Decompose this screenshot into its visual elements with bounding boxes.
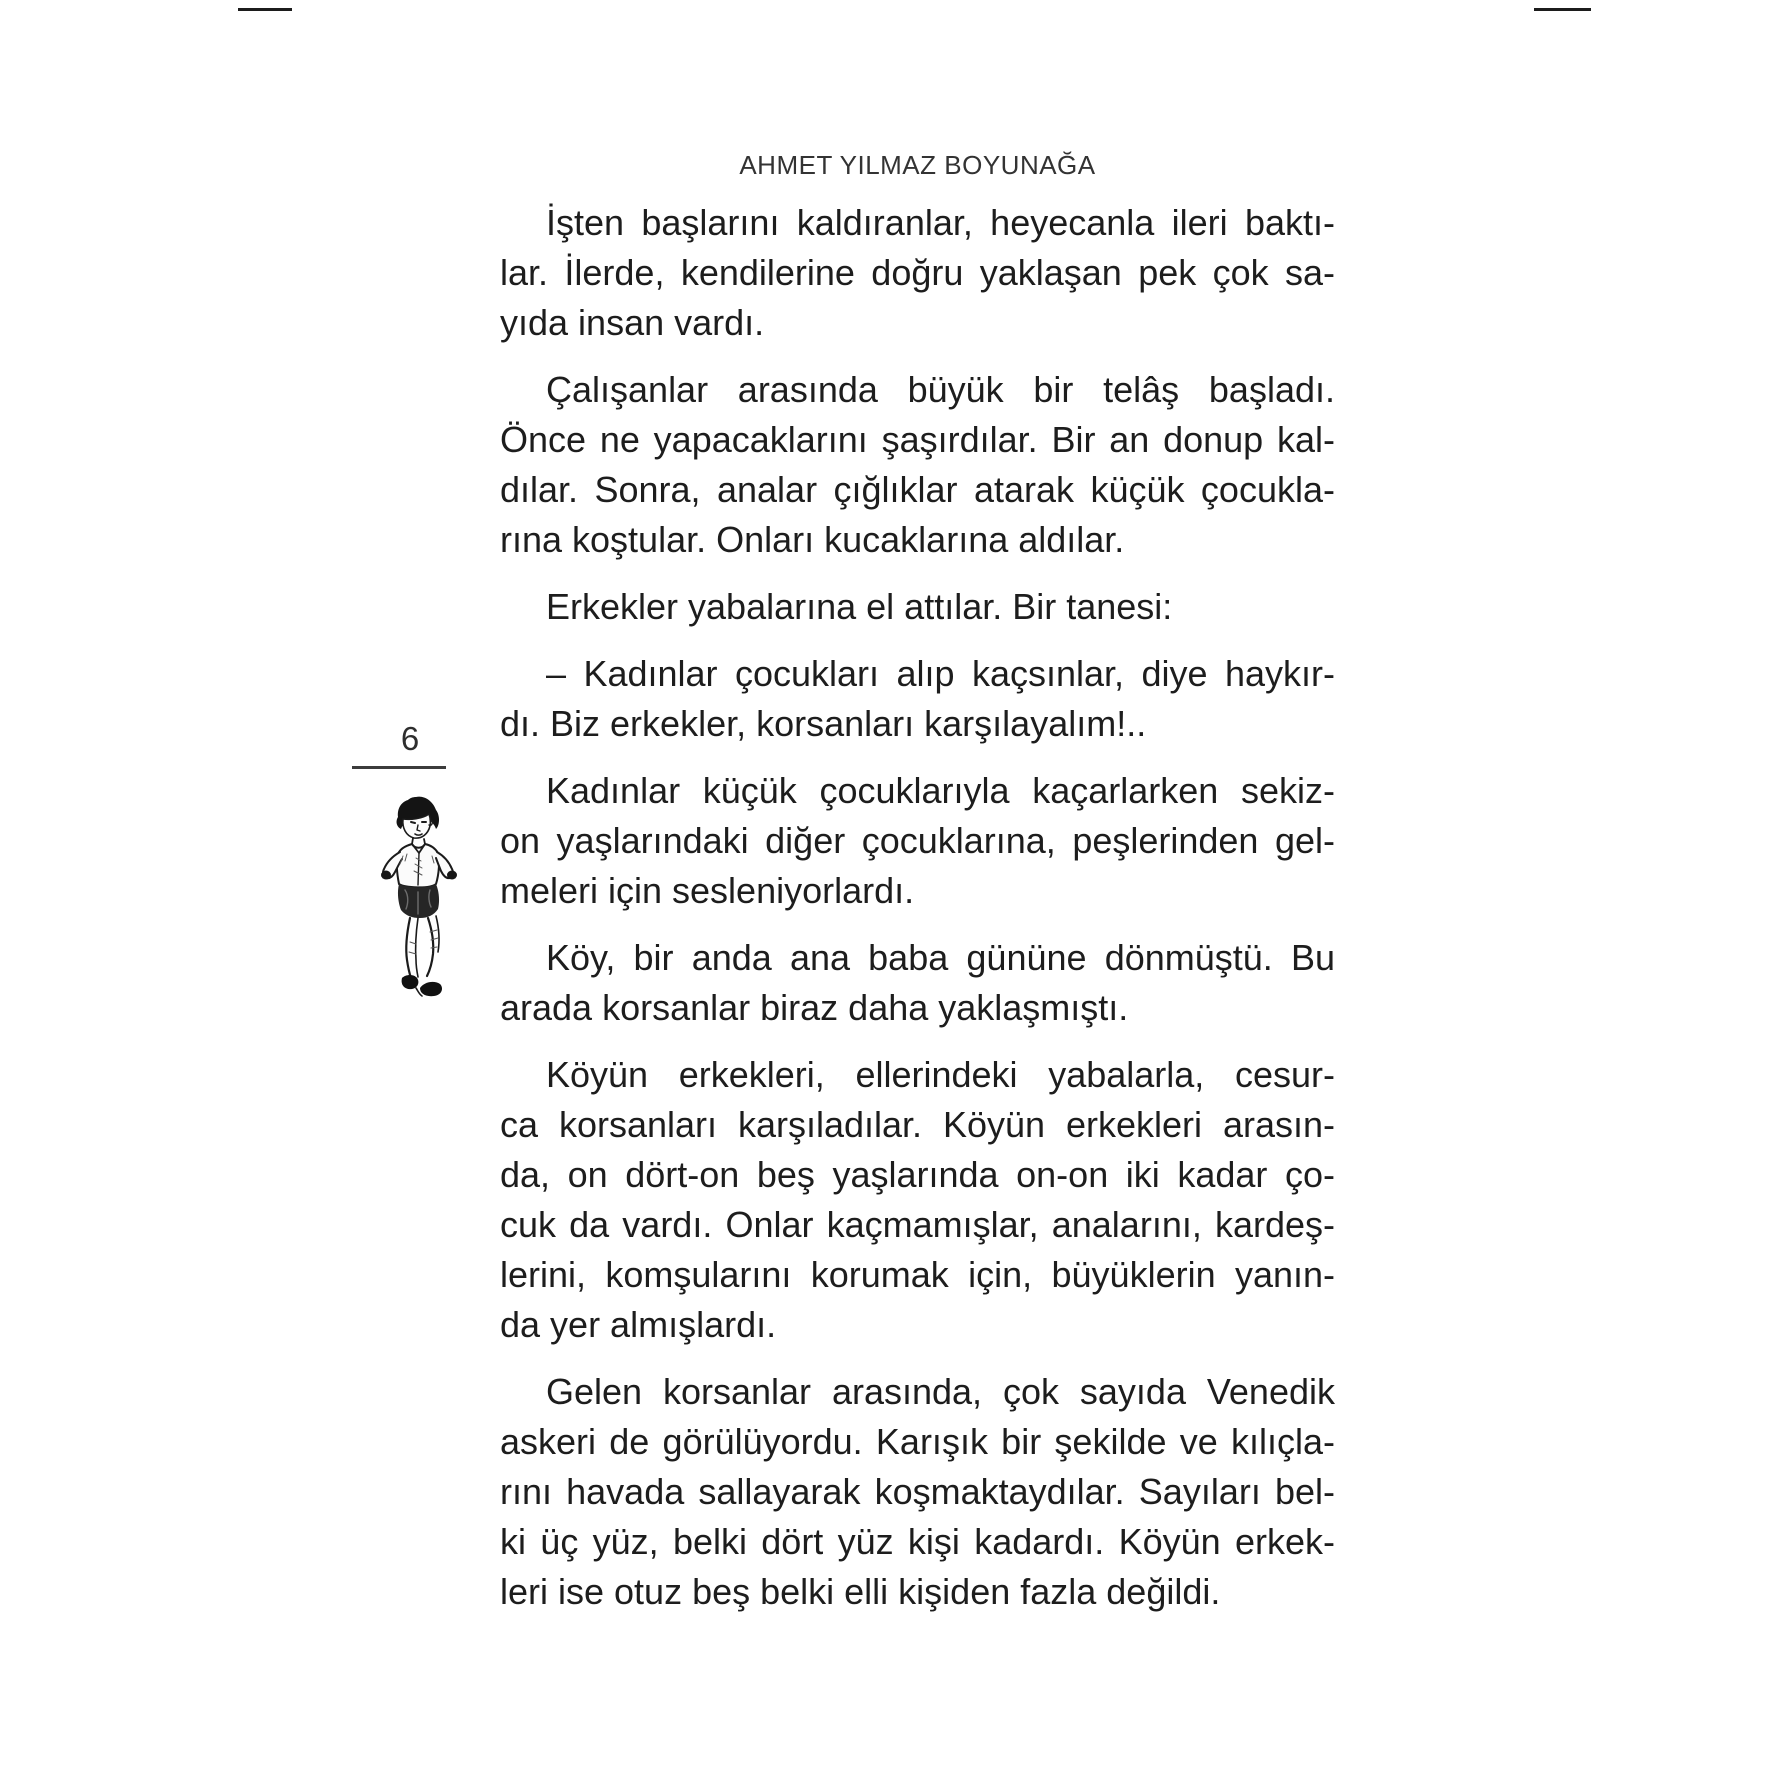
text-line: da yer almışlardı.	[500, 1304, 777, 1345]
text-line: yıda insan vardı.	[500, 302, 765, 343]
margin-block	[352, 716, 452, 769]
text-line: – Kadınlar çocukları alıp kaçsınlar, diye haykır-	[546, 653, 1335, 694]
running-boy-illustration	[372, 792, 470, 1006]
text-line: Önce ne yapacaklarını şaşırdılar. Bir an donup kal-	[500, 419, 1335, 460]
text-line: İşten başlarını kaldıranlar, heyecanla ileri baktı-	[546, 202, 1335, 243]
text-line: Köyün erkekleri, ellerindeki yabalarla, cesur-	[546, 1054, 1335, 1095]
text-line: lerini, komşularını korumak için, büyüklerin yanın-	[500, 1254, 1335, 1295]
paragraph	[500, 582, 1335, 632]
text-line: dı. Biz erkekler, korsanları karşılayalım!..	[500, 703, 1147, 744]
text-line: on yaşlarındaki diğer çocuklarına, peşlerinden gel-	[500, 820, 1335, 861]
paragraph	[500, 933, 1335, 1033]
page-number: 6	[400, 720, 420, 757]
text-line: cuk da vardı. Onlar kaçmamışlar, analarını, kardeş-	[500, 1204, 1335, 1245]
text-line: ki üç yüz, belki dört yüz kişi kadardı. Köyün erkek-	[500, 1521, 1335, 1562]
text-line: Gelen korsanlar arasında, çok sayıda Venedik	[546, 1371, 1335, 1412]
paragraph	[500, 365, 1335, 565]
text-line: Çalışanlar arasında büyük bir telâş başladı.	[546, 369, 1335, 410]
running-head: AHMET YILMAZ BOYUNAĞA	[739, 150, 1096, 180]
paragraph	[500, 198, 1335, 348]
text-line: rını havada sallayarak koşmaktaydılar. Sayıları bel-	[500, 1471, 1335, 1512]
text-line: Erkekler yabalarına el attılar. Bir tanesi:	[546, 586, 1173, 627]
text-line: ca korsanları karşıladılar. Köyün erkekleri arasın-	[500, 1104, 1335, 1145]
crop-mark-top-right	[1534, 8, 1591, 11]
text-line: dılar. Sonra, analar çığlıklar atarak küçük çocukla-	[500, 469, 1335, 510]
text-line: meleri için sesleniyorlardı.	[500, 870, 915, 911]
text-line: rına koştular. Onları kucaklarına aldılar.	[500, 519, 1125, 560]
crop-mark-top-left	[238, 8, 292, 11]
paragraph	[500, 1367, 1335, 1617]
paragraph	[500, 649, 1335, 749]
text-column	[500, 198, 1335, 1617]
text-line: leri ise otuz beş belki elli kişiden fazla değildi.	[500, 1571, 1221, 1612]
page-number-rule	[352, 766, 446, 769]
text-line: lar. İlerde, kendilerine doğru yaklaşan pek çok sa-	[500, 252, 1335, 293]
text-line: askeri de görülüyordu. Karışık bir şekilde ve kılıçla-	[500, 1421, 1335, 1462]
paragraph	[500, 1050, 1335, 1350]
text-line: Kadınlar küçük çocuklarıyla kaçarlarken sekiz-	[546, 770, 1335, 811]
text-line: Köy, bir anda ana baba gününe dönmüştü. Bu	[546, 937, 1335, 978]
text-line: arada korsanlar biraz daha yaklaşmıştı.	[500, 987, 1129, 1028]
text-line: da, on dört-on beş yaşlarında on-on iki kadar ço-	[500, 1154, 1335, 1195]
paragraph	[500, 766, 1335, 916]
